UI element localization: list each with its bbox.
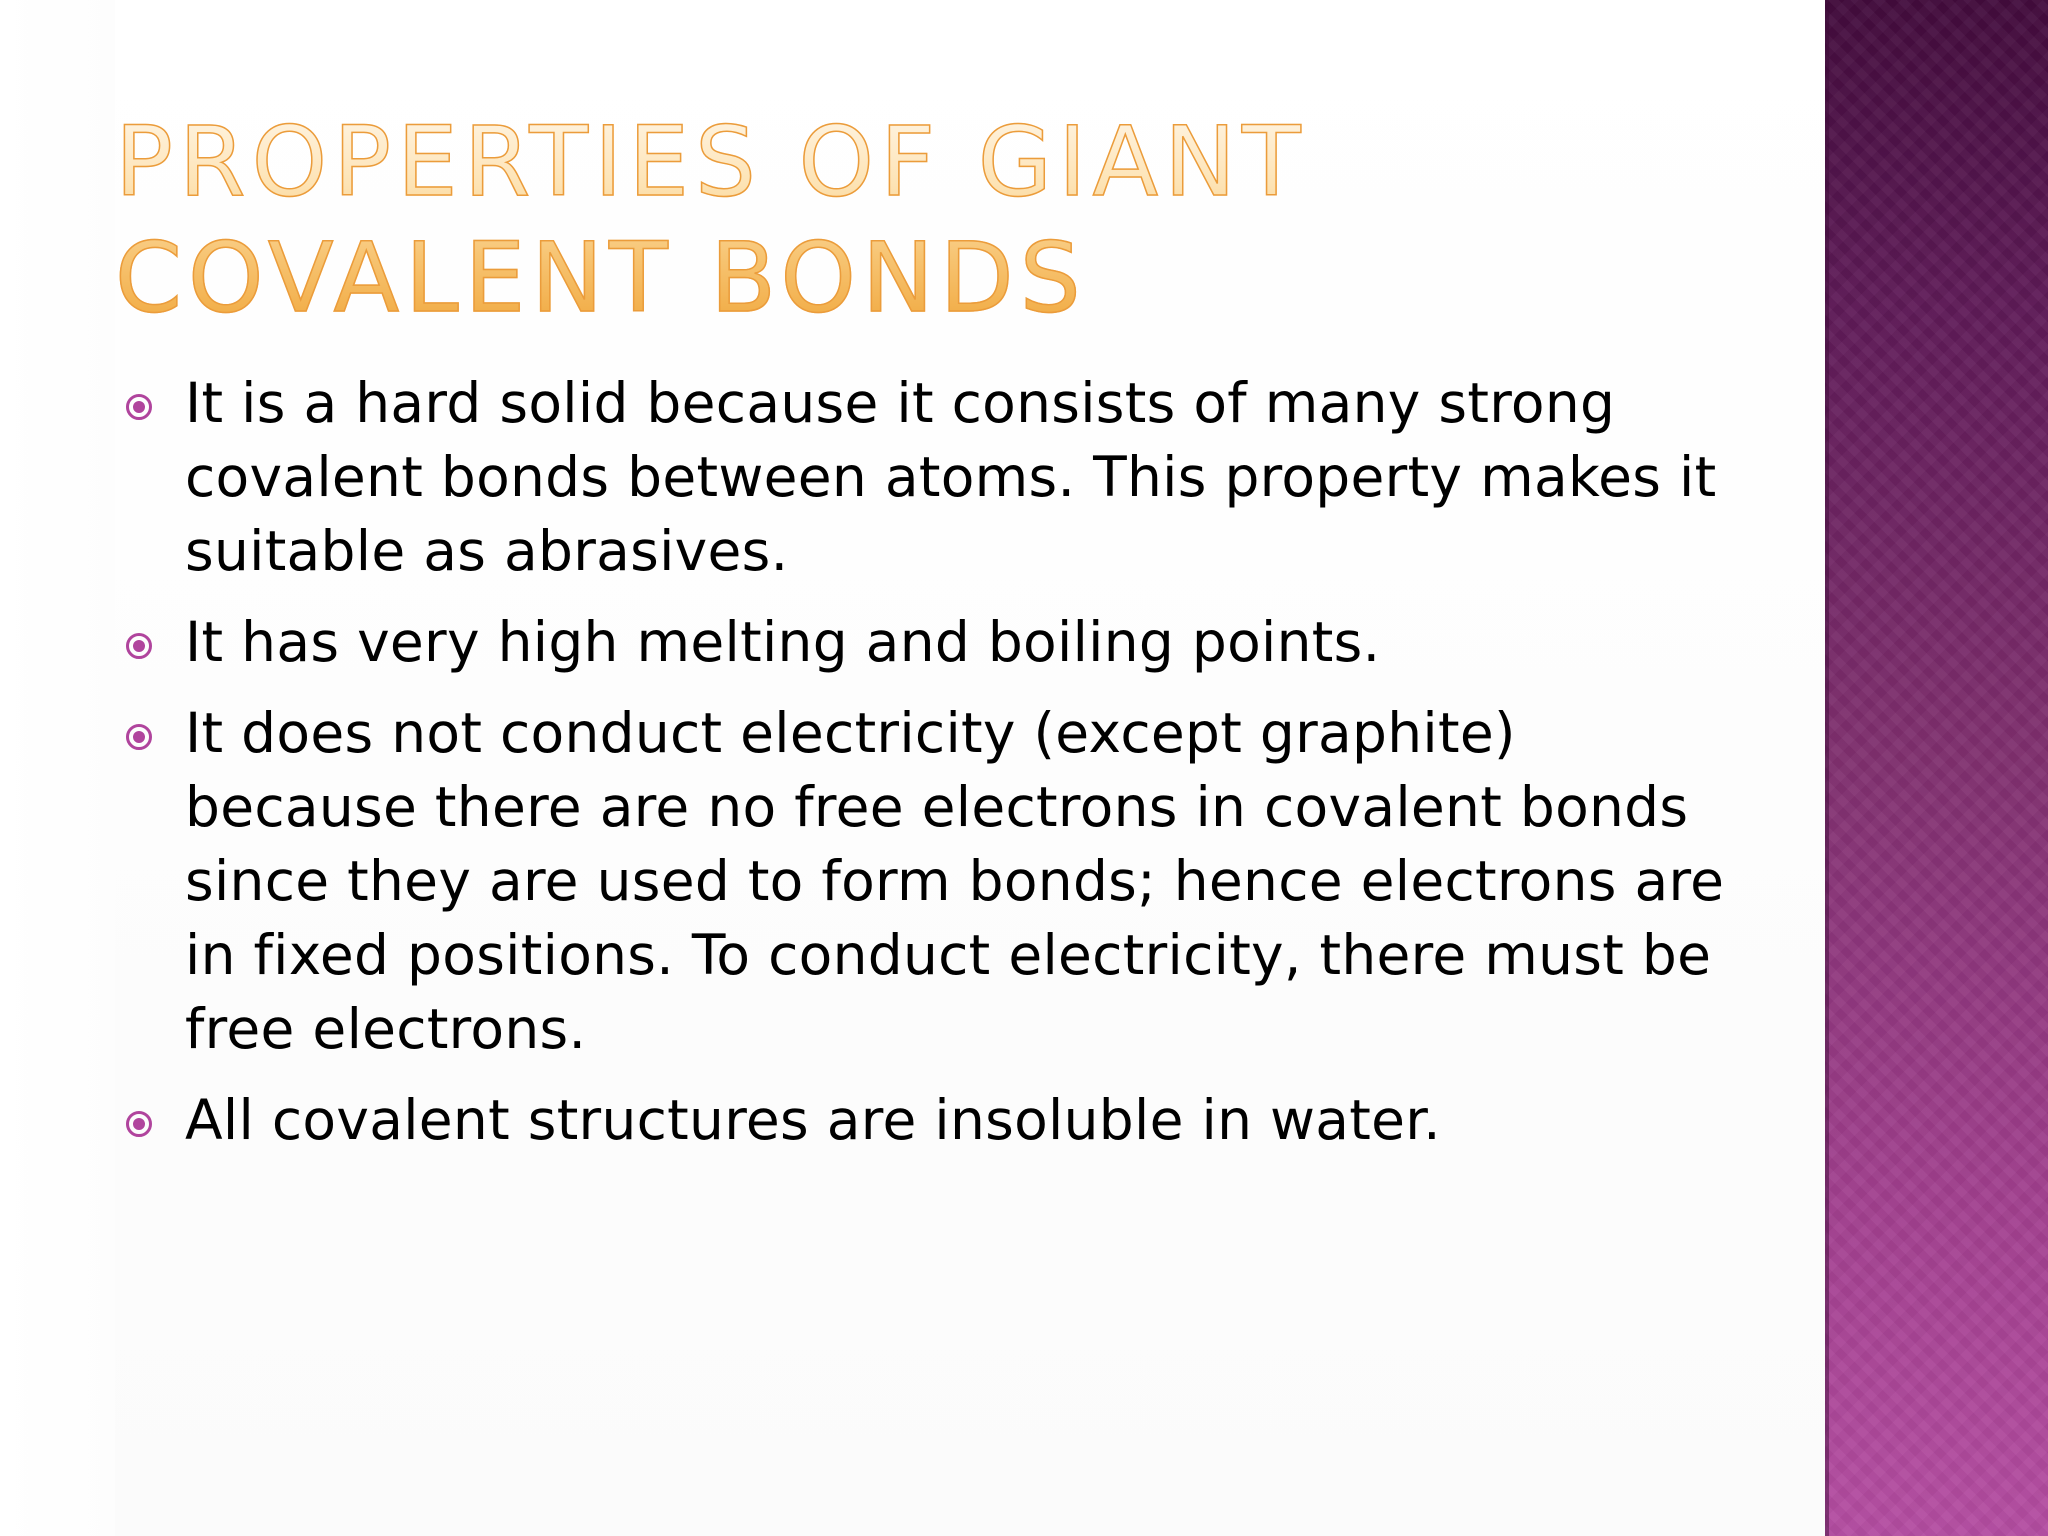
bullet-text: It is a hard solid because it consists of many strong covalent bonds between atoms. This property makes it suitable as abrasives. xyxy=(185,371,1717,583)
slide-title: PROPERTIES OF GIANT COVALENT BONDS xyxy=(115,104,1715,336)
left-margin-shade xyxy=(0,0,115,1536)
bullet-text: All covalent structures are insoluble in water. xyxy=(185,1088,1441,1152)
circled-dot-icon xyxy=(126,724,152,750)
bullet-item xyxy=(126,696,1726,1066)
bullet-text: It has very high melting and boiling points. xyxy=(185,610,1381,674)
circled-dot-icon xyxy=(126,1111,152,1137)
circled-dot-icon xyxy=(126,633,152,659)
bullet-text: It does not conduct electricity (except graphite) because there are no free electrons in covalent bonds since they are used to form bonds; hence electrons are in fixed positions. To conduct electricity, there must be free electrons. xyxy=(185,701,1725,1061)
bullet-item xyxy=(126,605,1726,679)
bullet-item xyxy=(126,366,1726,588)
bullet-list xyxy=(126,366,1726,1174)
circled-dot-icon xyxy=(126,394,152,420)
decorative-side-band xyxy=(1825,0,2048,1536)
bullet-item xyxy=(126,1083,1726,1157)
